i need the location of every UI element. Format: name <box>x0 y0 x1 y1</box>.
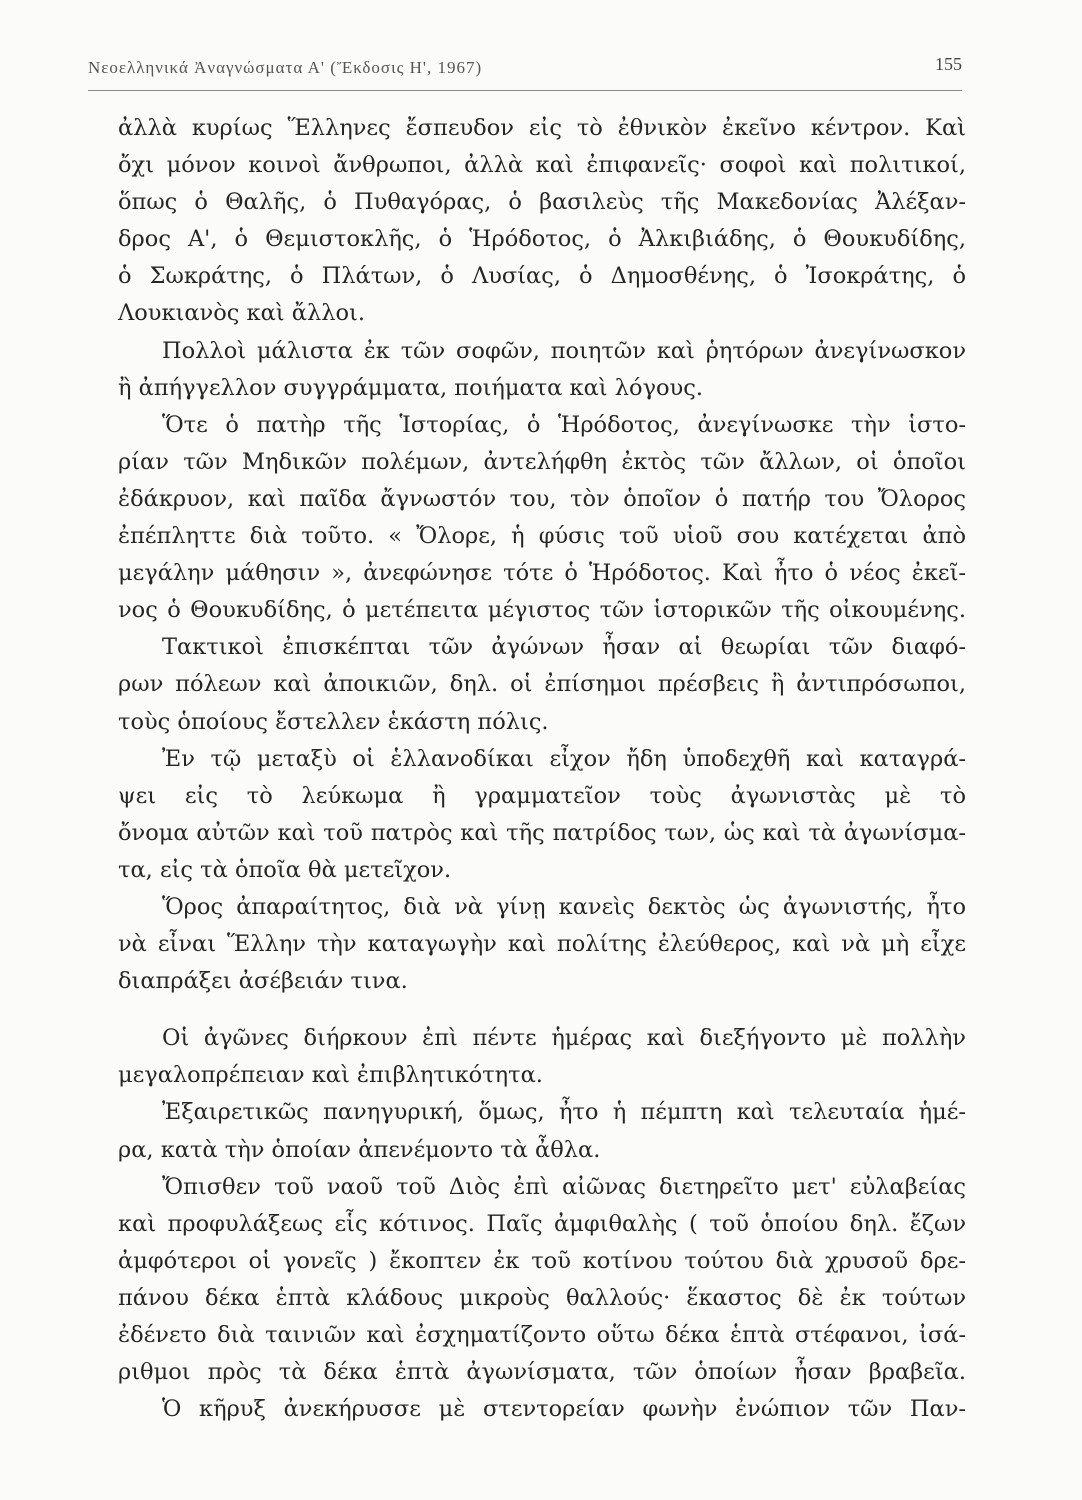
text-line: ρων πόλεων καὶ ἀποικιῶν, δηλ. οἱ ἐπίσημοι πρέσβεις ἢ ἀντιπρόσωποι, <box>118 671 966 698</box>
text-line: νος ὁ Θουκυδίδης, ὁ μετέπειτα μέγιστος τῶν ἱστορικῶν τῆς οἰκουμένης. <box>118 597 966 624</box>
text-line: Ἐξαιρετικῶς πανηγυρική, ὅμως, ἦτο ἡ πέμπτη καὶ τελευταία ἡμέ- <box>162 1099 966 1126</box>
text-line: μεγαλοπρέπειαν καὶ ἐπιβλητικότητα. <box>118 1062 543 1089</box>
text-line: νὰ εἶναι Ἕλλην τὴν καταγωγὴν καὶ πολίτης ἐλεύθερος, καὶ νὰ μὴ εἶχε <box>118 931 966 958</box>
text-line: Ὅτε ὁ πατὴρ τῆς Ἱστορίας, ὁ Ἡρόδοτος, ἀνεγίνωσκε τὴν ἱστο- <box>162 411 966 438</box>
text-line: Τακτικοὶ ἐπισκέπται τῶν ἀγώνων ἦσαν αἱ θεωρίαι τῶν διαφό- <box>162 634 966 661</box>
text-line: τοὺς ὁποίους ἔστελλεν ἑκάστη πόλις. <box>118 708 549 735</box>
text-line: ἐδάκρυον, καὶ παῖδα ἄγνωστόν του, τὸν ὁποῖον ὁ πατήρ του Ὄλορος <box>118 485 966 512</box>
body-text <box>118 110 966 1428</box>
text-line: ριθμοι πρὸς τὰ δέκα ἑπτὰ ἀγωνίσματα, τῶν ὁποίων ἦσαν βραβεῖα. <box>118 1359 966 1386</box>
page-header <box>88 50 962 91</box>
text-line: ἐδένετο διὰ ταινιῶν καὶ ἐσχηματίζοντο οὕτω δέκα ἑπτὰ στέφανοι, ἰσά- <box>118 1322 966 1348</box>
text-line: ὄχι μόνον κοινοὶ ἄνθρωποι, ἀλλὰ καὶ ἐπιφανεῖς· σοφοὶ καὶ πολιτικοί, <box>118 152 966 179</box>
text-line: ὁ Σωκράτης, ὁ Πλάτων, ὁ Λυσίας, ὁ Δημοσθένης, ὁ Ἰσοκράτης, ὁ <box>118 263 966 290</box>
page-number: 155 <box>935 54 962 74</box>
text-line: ὅπως ὁ Θαλῆς, ὁ Πυθαγόρας, ὁ βασιλεὺς τῆς Μακεδονίας Ἀλέξαν- <box>118 189 966 216</box>
text-line: ρίαν τῶν Μηδικῶν πολέμων, ἀντελήφθη ἐκτὸς τῶν ἄλλων, οἱ ὁποῖοι <box>118 448 966 475</box>
text-line: ψει εἰς τὸ λεύκωμα ἢ γραμματεῖον τοὺς ἀγωνιστὰς μὲ τὸ <box>118 782 966 809</box>
text-line: ὄνομα αὐτῶν καὶ τοῦ πατρὸς καὶ τῆς πατρίδος των, ὡς καὶ τὰ ἀγωνίσμα- <box>118 819 966 846</box>
text-line: ἢ ἀπήγγελλον συγγράμματα, ποιήματα καὶ λόγους. <box>118 374 703 401</box>
text-line: Ὅρος ἀπαραίτητος, διὰ νὰ γίνῃ κανεὶς δεκτὸς ὡς ἀγωνιστής, ἦτο <box>162 893 966 920</box>
text-line: διαπράξει ἀσέβειάν τινα. <box>118 968 408 995</box>
text-line: Ὄπισθεν τοῦ ναοῦ τοῦ Διὸς ἐπὶ αἰῶνας διετηρεῖτο μετ' εὐλαβείας <box>162 1173 966 1200</box>
text-line: Οἱ ἀγῶνες διήρκουν ἐπὶ πέντε ἡμέρας καὶ διεξήγοντο μὲ πολλὴν <box>162 1025 966 1052</box>
text-line: τα, εἰς τὰ ὁποῖα θὰ μετεῖχον. <box>118 856 452 883</box>
text-line: Ὁ κῆρυξ ἀνεκήρυσσε μὲ στεντορείαν φωνὴν ἐνώπιον τῶν Παν- <box>162 1396 966 1423</box>
paragraph-gap <box>118 1000 966 1020</box>
text-line: Πολλοὶ μάλιστα ἐκ τῶν σοφῶν, ποιητῶν καὶ ῥητόρων ἀνεγίνωσκον <box>162 337 966 364</box>
text-line: Ἐν τῷ μεταξὺ οἱ ἑλλανοδίκαι εἶχον ἤδη ὑποδεχθῆ καὶ καταγρά- <box>162 745 966 772</box>
running-head: Νεοελληνικά Ἀναγνώσματα Α' (Ἔκδοσις Η', 1967) <box>88 58 483 77</box>
text-line: μεγάλην μάθησιν », ἀνεφώνησε τότε ὁ Ἡρόδοτος. Καὶ ἦτο ὁ νέος ἐκεῖ- <box>118 560 966 587</box>
text-line: ἀμφότεροι οἱ γονεῖς ) ἔκοπτεν ἐκ τοῦ κοτίνου τούτου διὰ χρυσοῦ δρε- <box>118 1247 966 1274</box>
text-line: πάνου δέκα ἑπτὰ κλάδους μικροὺς θαλλούς· ἕκαστος δὲ ἐκ τούτων <box>118 1284 966 1311</box>
text-line: δρος Α', ὁ Θεμιστοκλῆς, ὁ Ἡρόδοτος, ὁ Ἀλκιβιάδης, ὁ Θουκυδίδης, <box>118 226 966 253</box>
text-line: ἀλλὰ κυρίως Ἕλληνες ἔσπευδον εἰς τὸ ἐθνικὸν ἐκεῖνο κέντρον. Καὶ <box>118 115 966 141</box>
text-line: ἐπέπληττε διὰ τοῦτο. « Ὄλορε, ἡ φύσις τοῦ υἱοῦ σου κατέχεται ἀπὸ <box>118 523 966 550</box>
text-line: Λουκιανὸς καὶ ἄλλοι. <box>118 300 365 327</box>
text-line: ρα, κατὰ τὴν ὁποίαν ἀπενέμοντο τὰ ἆθλα. <box>118 1136 601 1163</box>
text-line: καὶ προφυλάξεως εἷς κότινος. Παῖς ἀμφιθαλὴς ( τοῦ ὁποίου δηλ. ἔζων <box>118 1210 966 1237</box>
